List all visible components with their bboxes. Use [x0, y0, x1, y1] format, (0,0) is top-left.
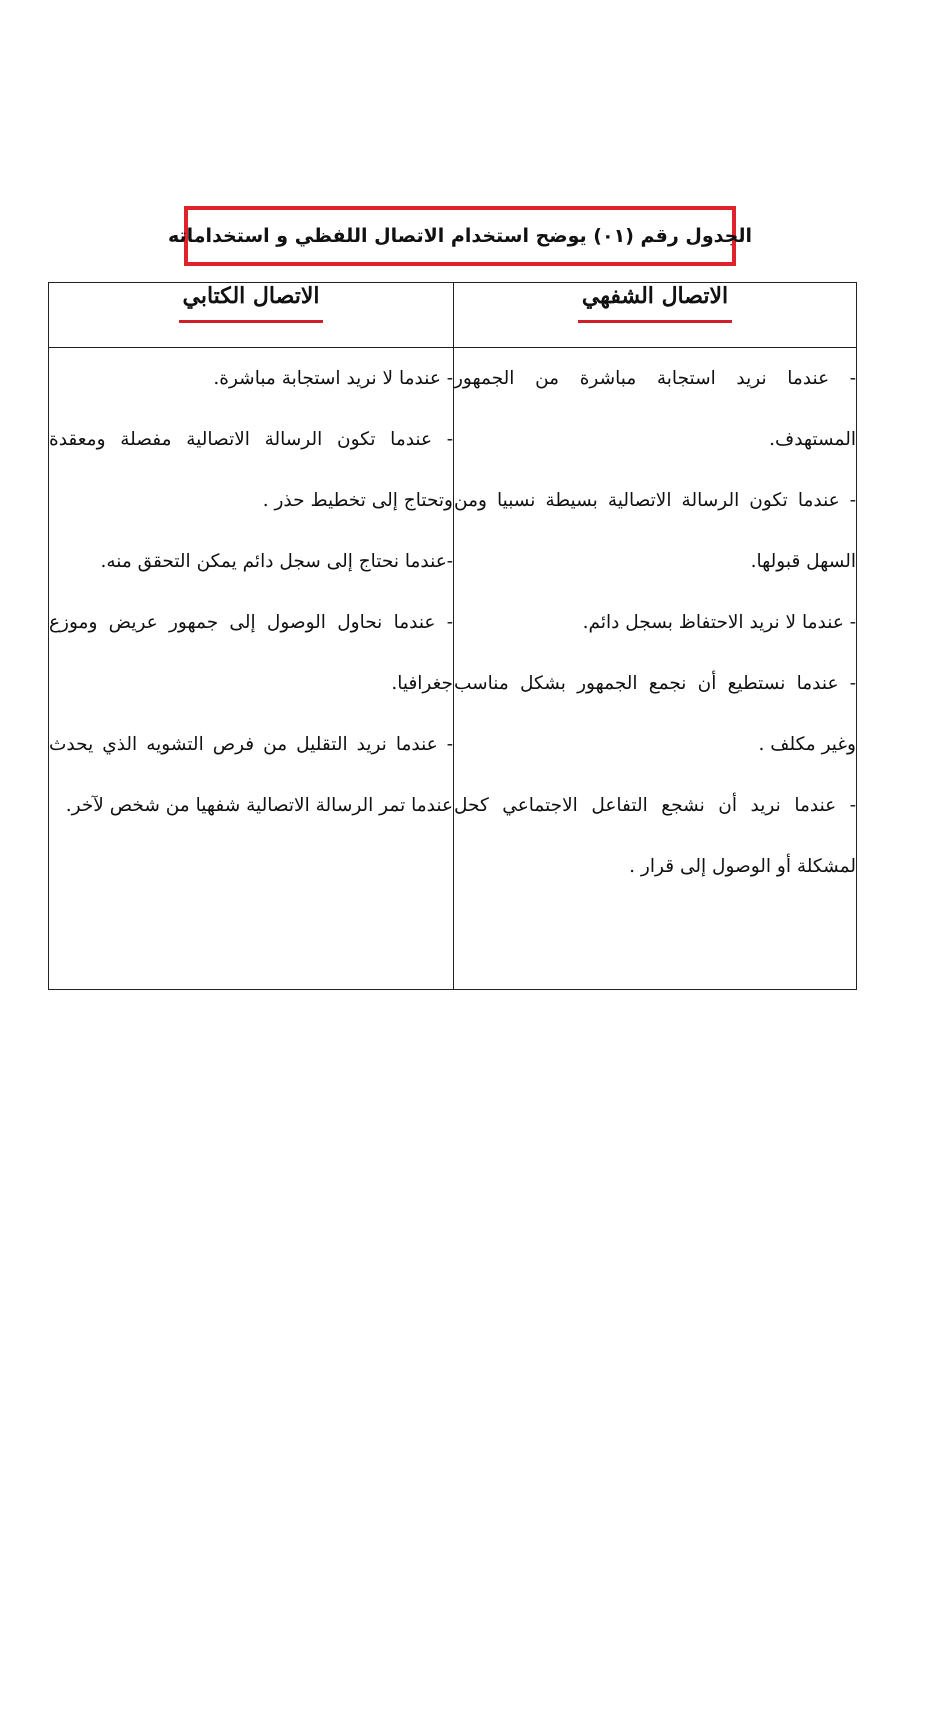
header-label: الاتصال الشفهي	[582, 283, 728, 315]
table-caption: الجدول رقم (٠١) يوضح استخدام الاتصال اللفظي و استخداماته	[168, 225, 752, 247]
list-item: - عندما تكون الرسالة الاتصالية بسيطة نسبيا ومن السهل قبولها.	[454, 490, 856, 572]
list-item: -عندما نحتاج إلى سجل دائم يمكن التحقق منه.	[100, 551, 453, 572]
written-communication-cell	[49, 348, 454, 990]
list-item: - عندما نريد التقليل من فرص التشويه الذي يحدث عندما تمر الرسالة الاتصالية شفهيا من شخص لآخر.	[49, 734, 453, 816]
list-item: - عندما لا نريد استجابة مباشرة.	[213, 368, 453, 389]
oral-communication-cell	[454, 348, 857, 990]
list-item: - عندما نريد أن نشجع التفاعل الاجتماعي كحل لمشكلة أو الوصول إلى قرار .	[454, 795, 856, 877]
comparison-table	[48, 282, 857, 990]
list-item: - عندما لا نريد الاحتفاظ بسجل دائم.	[582, 612, 856, 633]
list-item: - عندما نريد استجابة مباشرة من الجمهور المستهدف.	[454, 368, 856, 450]
header-written-communication	[49, 283, 454, 348]
list-item: - عندما تكون الرسالة الاتصالية مفصلة ومعقدة وتحتاج إلى تخطيط حذر .	[49, 429, 453, 511]
header-oral-communication	[454, 283, 857, 348]
list-item: - عندما نستطيع أن نجمع الجمهور بشكل مناسب وغير مكلف .	[454, 673, 856, 755]
list-item: - عندما نحاول الوصول إلى جمهور عريض وموزع جغرافيا.	[49, 612, 453, 694]
header-label: الاتصال الكتابي	[183, 283, 320, 315]
table-header-row	[49, 283, 857, 348]
table-caption-box	[168, 206, 752, 266]
table-body-row	[49, 348, 857, 990]
